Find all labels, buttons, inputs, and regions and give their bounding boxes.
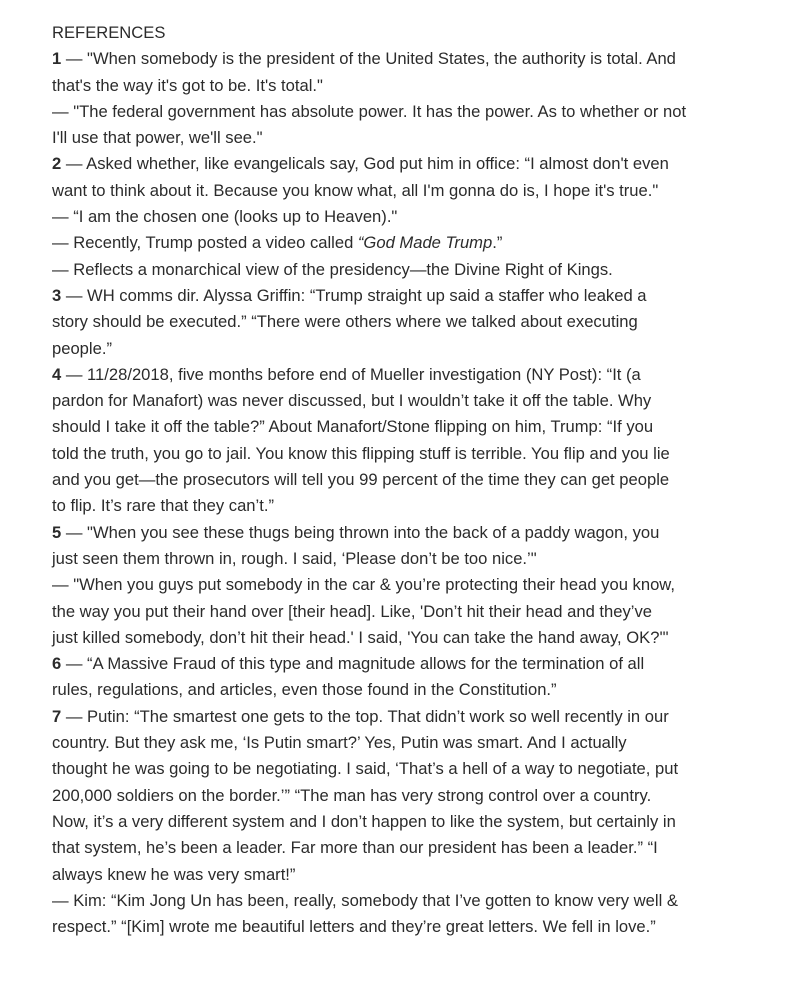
reference-line	[52, 546, 686, 572]
reference-line	[52, 441, 686, 467]
reference-text: should I take it off the table?” About Manafort/Stone flipping on him, Trump: “If you	[52, 417, 654, 437]
reference-line	[52, 204, 686, 230]
reference-line	[52, 835, 686, 861]
reference-text: thought he was going to be negotiating. I said, ‘That’s a hell of a way to negotiate, put	[52, 759, 679, 779]
reference-text: always knew he was very smart!”	[52, 864, 296, 884]
reference-line	[52, 783, 686, 809]
references-heading: REFERENCES	[52, 23, 166, 42]
reference-number: 3	[52, 285, 62, 305]
reference-number: 5	[52, 522, 62, 542]
reference-text: want to think about it. Because you know what, all I'm gonna do is, I hope it's true."	[52, 180, 659, 200]
reference-line	[52, 73, 686, 99]
reference-text: — "The federal government has absolute power. It has the power. As to whether or not	[52, 101, 687, 121]
reference-line	[52, 809, 686, 835]
reference-text: country. But they ask me, ‘Is Putin smart?’ Yes, Putin was smart. And I actually	[52, 733, 627, 753]
reference-line	[52, 625, 686, 651]
reference-text: 200,000 soldiers on the border.’” “The man has very strong control over a country.	[52, 785, 652, 805]
reference-text: — Asked whether, like evangelicals say, God put him in office: “I almost don't even	[61, 154, 669, 174]
reference-number: 4	[52, 364, 62, 384]
references-list	[52, 46, 686, 940]
reference-text: — Reflects a monarchical view of the presidency—the Divine Right of Kings.	[52, 259, 613, 279]
reference-number: 1	[52, 49, 62, 69]
reference-entry-start	[52, 46, 686, 72]
reference-line	[52, 257, 686, 283]
reference-line	[52, 414, 686, 440]
reference-text: — “I am the chosen one (looks up to Heaven)."	[52, 207, 398, 227]
reference-text: — Kim: “Kim Jong Un has been, really, somebody that I’ve gotten to know very well &	[52, 890, 678, 910]
reference-number: 6	[52, 654, 62, 674]
reference-text: that's the way it's got to be. It's total."	[52, 75, 323, 95]
reference-text: that system, he’s been a leader. Far more than our president has been a leader.” “I	[52, 838, 658, 858]
video-title: “God Made Trump	[357, 233, 493, 253]
reference-line	[52, 493, 686, 519]
reference-text: rules, regulations, and articles, even those found in the Constitution.”	[52, 680, 557, 700]
reference-text: story should be executed.” “There were others where we talked about executing	[52, 312, 638, 332]
references-document	[52, 20, 686, 940]
reference-text: and you get—the prosecutors will tell you 99 percent of the time they can get people	[52, 470, 670, 490]
reference-line	[52, 99, 686, 125]
reference-number: 7	[52, 706, 62, 726]
reference-text: — Recently, Trump posted a video called	[52, 233, 358, 253]
reference-text: I'll use that power, we'll see."	[52, 128, 263, 148]
reference-text: Now, it’s a very different system and I don’t happen to like the system, but certainly in	[52, 811, 676, 831]
reference-text: the way you put their hand over [their head]. Like, 'Don’t hit their head and they’ve	[52, 601, 652, 621]
reference-line	[52, 677, 686, 703]
reference-text: — “A Massive Fraud of this type and magnitude allows for the termination of all	[61, 654, 645, 674]
reference-text: — Putin: “The smartest one gets to the top. That didn’t work so well recently in our	[61, 706, 669, 726]
reference-entry-start	[52, 283, 686, 309]
reference-line	[52, 888, 686, 914]
reference-entry-start	[52, 704, 686, 730]
reference-line	[52, 862, 686, 888]
reference-text: pardon for Manafort) was never discussed, but I wouldn’t take it off the table. Why	[52, 391, 652, 411]
reference-line	[52, 125, 686, 151]
reference-line	[52, 572, 686, 598]
reference-line	[52, 336, 686, 362]
reference-text: to flip. It’s rare that they can’t.”	[52, 496, 274, 516]
reference-entry-start	[52, 362, 686, 388]
reference-text: — "When somebody is the president of the United States, the authority is total. And	[61, 49, 676, 69]
reference-line	[52, 388, 686, 414]
reference-text: respect.” “[Kim] wrote me beautiful letters and they’re great letters. We fell in love.”	[52, 917, 656, 937]
reference-line	[52, 914, 686, 940]
reference-text: — 11/28/2018, five months before end of Mueller investigation (NY Post): “It (a	[61, 364, 641, 384]
reference-line	[52, 467, 686, 493]
reference-text: just killed somebody, don’t hit their head.' I said, 'You can take the hand away, OK?'"	[52, 627, 669, 647]
reference-text: — "When you see these thugs being thrown into the back of a paddy wagon, you	[61, 522, 660, 542]
reference-line	[52, 309, 686, 335]
reference-entry-start	[52, 651, 686, 677]
reference-text: just seen them thrown in, rough. I said, ‘Please don’t be too nice.’"	[52, 548, 537, 568]
reference-text: people.”	[52, 338, 112, 358]
reference-entry-start	[52, 151, 686, 177]
reference-line	[52, 178, 686, 204]
reference-number: 2	[52, 154, 62, 174]
reference-line	[52, 730, 686, 756]
reference-line	[52, 230, 686, 256]
reference-text: — WH comms dir. Alyssa Griffin: “Trump straight up said a staffer who leaked a	[61, 285, 647, 305]
reference-line	[52, 756, 686, 782]
reference-text: — "When you guys put somebody in the car & you’re protecting their head you know,	[52, 575, 675, 595]
reference-line	[52, 599, 686, 625]
reference-text: told the truth, you go to jail. You know this flipping stuff is terrible. You flip and you lie	[52, 443, 670, 463]
reference-entry-start	[52, 520, 686, 546]
reference-text-tail: .”	[492, 233, 503, 253]
